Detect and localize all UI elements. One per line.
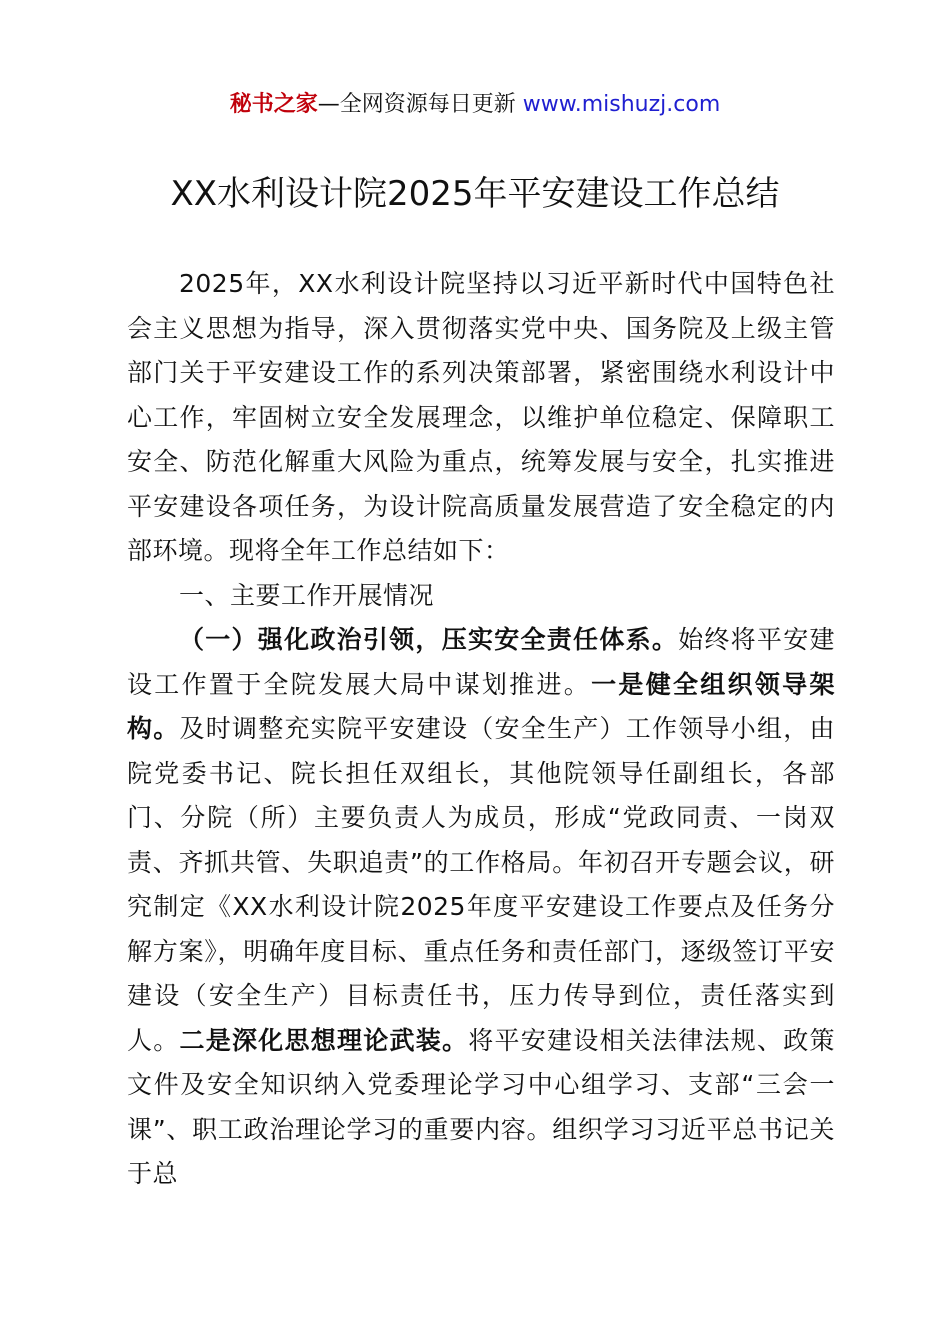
point-2-text: 将平安建设相关法律法规、政策文件及安全知识纳入党委理论学习中心组学习、支部“三会一课”、职工政治理论学习的重要内容。组织学习习近平总书记关于总 xyxy=(127,1025,835,1188)
point-1-text: 及时调整充实院平安建设（安全生产）工作领导小组，由院党委书记、院长担任双组长，其他院领导任副组长，各部门、分院（所）主要负责人为成员，形成“党政同责、一岗双责、齐抓共管、失职追责”的工作格局。年初召开专题会议，研究制定《XX水利设计院2025年度平安建设工作要点及任务分解方案》，明确年度目标、重点任务和责任部门，逐级签订平安建设（安全生产）目标责任书，压力传导到位，责任落实到人。 xyxy=(127,714,835,1055)
point-2-title: 二是深化思想理论武装。 xyxy=(179,1025,469,1055)
section-heading: 一、主要工作开展情况 xyxy=(179,580,435,610)
document-body xyxy=(127,262,835,1197)
subsection-paragraph xyxy=(127,618,835,1197)
subsection-title: （一）强化政治引领，压实安全责任体系。 xyxy=(179,625,679,654)
document-title: XX水利设计院2025年平安建设工作总结 xyxy=(170,174,780,214)
brand-name: 秘书之家 xyxy=(229,92,318,117)
intro-paragraph: 2025年，XX水利设计院坚持以习近平新时代中国特色社会主义思想为指导，深入贯彻落实党中央、国务院及上级主管部门关于平安建设工作的系列决策部署，紧密围绕水利设计中心工作，牢固树立安全发展理念，以维护单位稳定、保障职工安全、防范化解重大风险为重点，统筹发展与安全，扎实推进平安建设各项任务，为设计院高质量发展营造了安全稳定的内部环境。现将全年工作总结如下： xyxy=(127,269,835,565)
site-header xyxy=(0,88,950,122)
header-tagline: —全网资源每日更新 xyxy=(317,92,516,117)
point-1-title: 一是健全组织领导架构。 xyxy=(127,669,835,743)
subsection-text: 始终将平安建设工作置于全院发展大局中谋划推进。 xyxy=(127,625,835,699)
site-url-link[interactable]: www.mishuzj.com xyxy=(522,92,721,117)
